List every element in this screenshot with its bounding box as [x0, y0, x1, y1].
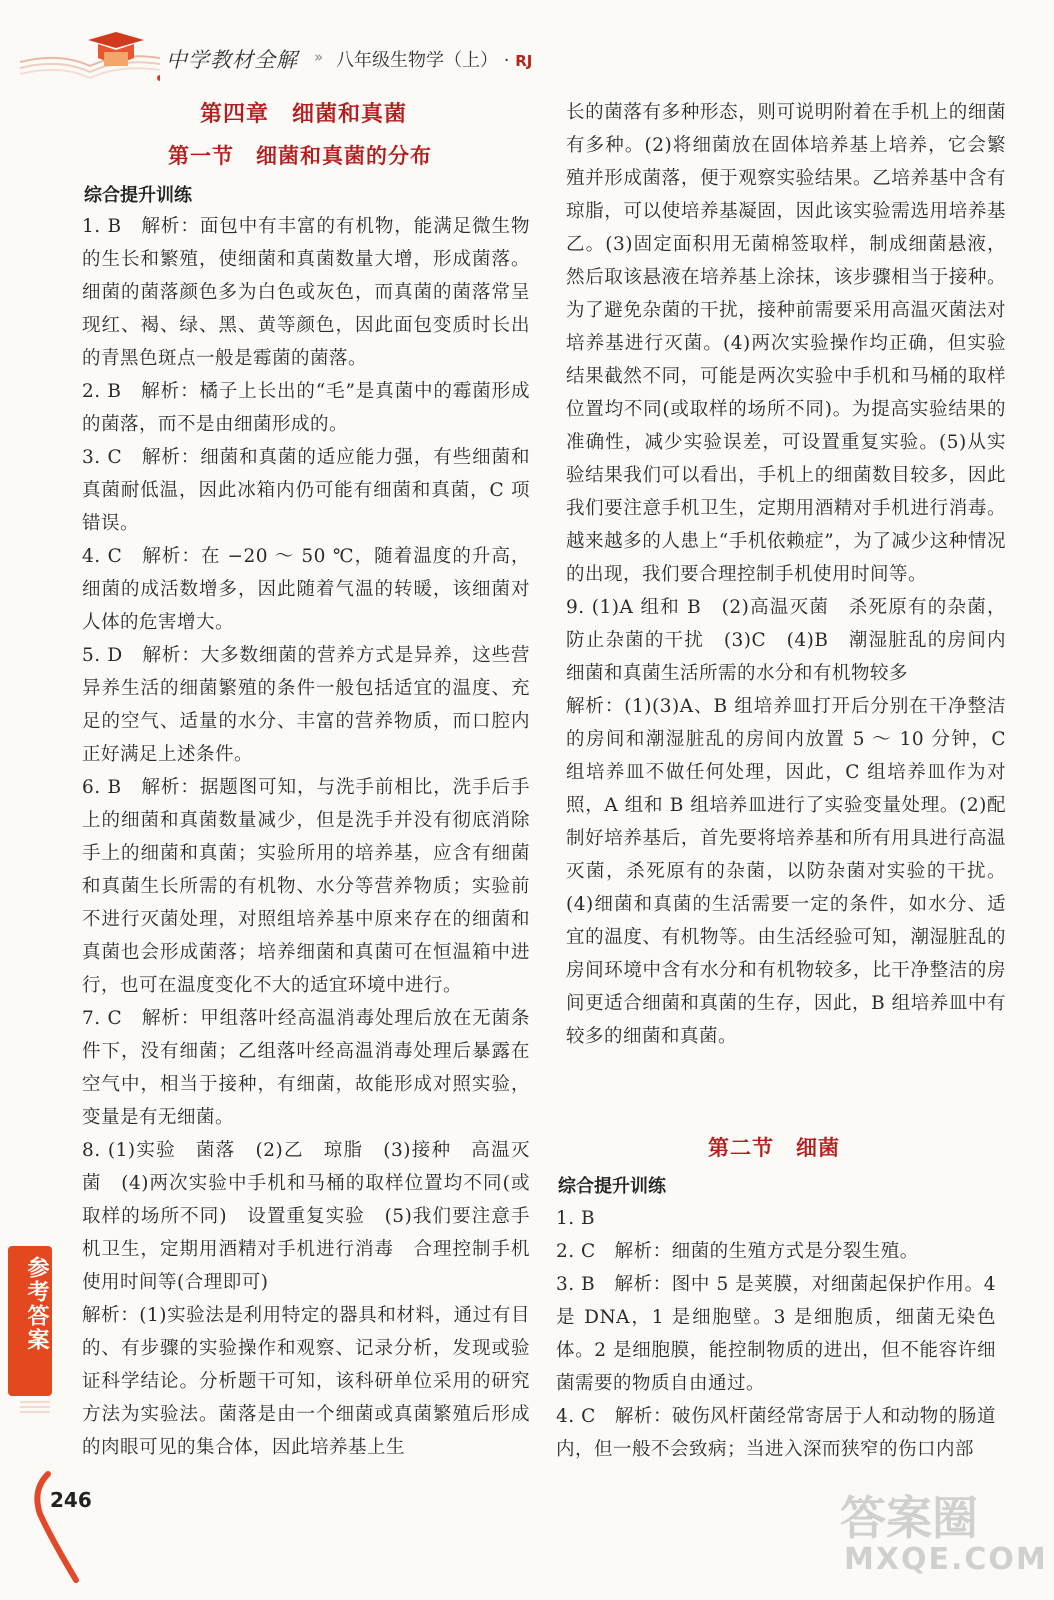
- subject-title: [336, 46, 532, 72]
- side-tab-label: 参考答案: [24, 1256, 49, 1352]
- answer-item: 3. B 解析：图中 5 是荚膜，对细菌起保护作用。4 是 DNA，1 是细胞壁。3 是细胞质，细菌无染色体。2 是细胞膜，能控制物质的进出，但不能容许细菌需要的物质自由通过。: [556, 1274, 996, 1394]
- right-column: [566, 96, 1006, 1053]
- side-tab-decoration: [20, 1398, 50, 1418]
- answer-item: 6. B 解析：据题图可知，与洗手前相比，洗手后手上的细菌和真菌数量减少，但是洗手并没有彻底消除手上的细菌和真菌；实验所用的培养基，应含有细菌和真菌生长所需的有机物、水分等营养物质；实验前不进行灭菌处理，对照组培养基中原来存在的细菌和真菌也会形成菌落；培养细菌和真菌可在恒温箱中进行，也可在温度变化不大的适宜环境中进行。: [82, 777, 530, 996]
- left-column: [82, 210, 530, 1464]
- answer-explanation: 解析：(1)实验法是利用特定的器具和材料，通过有目的、有步骤的实验操作和观察、记录分析，发现或验证科学结论。分析题干可知，该科研单位采用的研究方法为实验法。菌落是由一个细菌或真菌繁殖后形成的肉眼可见的集合体，因此培养基上生: [82, 1305, 530, 1458]
- answer-continuation: 长的菌落有多种形态，则可说明附着在手机上的细菌有多种。(2)将细菌放在固体培养基上培养，它会繁殖并形成菌落，便于观察实验结果。乙培养基中含有琼脂，可以使培养基凝固，因此该实验需选用培养基乙。(3)固定面积用无菌棉签取样，制成细菌悬液，然后取该悬液在培养基上涂抹，该步骤相当于接种。为了避免杂菌的干扰，接种前需要采用高温灭菌法对培养基进行灭菌。(4)两次实验操作均正确，但实验结果截然不同，可能是两次实验中手机和马桶的取样位置均不同(或取样的场所不同)。为提高实验结果的准确性，减少实验误差，可设置重复实验。(5)从实验结果我们可以看出，手机上的细菌数目较多，因此我们要注意手机卫生，定期用酒精对手机进行消毒。越来越多的人患上“手机依赖症”，为了减少这种情况的出现，我们要合理控制手机使用时间等。: [566, 102, 1006, 585]
- watermark-text: 答案圈: [840, 1491, 978, 1545]
- answer-item: 7. C 解析：甲组落叶经高温消毒处理后放在无菌条件下，没有细菌；乙组落叶经高温消毒处理后暴露在空气中，相当于接种，有细菌，故能形成对照实验，变量是有无细菌。: [82, 1008, 530, 1128]
- edition-label: RJ: [515, 52, 533, 70]
- book-cap-logo-icon: [20, 22, 160, 82]
- answer-item: 1. B 解析：面包中有丰富的有机物，能满足微生物的生长和繁殖，使细菌和真菌数量大增，形成菌落。细菌的菌落颜色多为白色或灰色，而真菌的菌落常呈现红、褐、绿、黑、黄等颜色，因此面包变质时长出的青黑色斑点一般是霉菌的菌落。: [82, 216, 530, 369]
- answer-item: 2. C 解析：细菌的生殖方式是分裂生殖。: [556, 1241, 919, 1262]
- section-2-column: [556, 1202, 996, 1466]
- answer-side-tab: [8, 1246, 52, 1396]
- subject-label: 八年级生物学（上）: [336, 50, 498, 71]
- header-dot: ·: [503, 50, 510, 71]
- page-number: 246: [50, 1488, 92, 1512]
- answer-item: 8. (1)实验 菌落 (2)乙 琼脂 (3)接种 高温灭菌 (4)两次实验中手机和马桶的取样位置均不同(或取样的场所不同) 设置重复实验 (5)我们要注意手机卫生，定期用酒精对手机进行消毒 合理控制手机使用时间等(合理即可): [82, 1140, 530, 1293]
- section-1-subhead: 综合提升训练: [84, 185, 192, 206]
- answer-explanation: 解析：(1)(3)A、B 组培养皿打开后分别在干净整洁的房间和潮湿脏乱的房间内放置 5 ～ 10 分钟，C 组培养皿不做任何处理，因此，C 组培养皿作为对照，A 组和 B 组培养皿进行了实验变量处理。(2)配制好培养基后，首先要将培养基和所有用具进行高温灭菌，杀死原有的杂菌，以防杂菌对实验的干扰。(4)细菌和真菌的生活需要一定的条件，如水分、适宜的温度、有机物等。由生活经验可知，潮湿脏乱的房间环境中含有水分和有机物较多，比干净整洁的房间更适合细菌和真菌的生存，因此，B 组培养皿中有较多的细菌和真菌。: [566, 696, 1006, 1047]
- answer-item: 3. C 解析：细菌和真菌的适应能力强，有些细菌和真菌耐低温，因此冰箱内仍可能有细菌和真菌，C 项错误。: [82, 447, 530, 534]
- header-arrow: »: [314, 48, 324, 66]
- answer-item: 1. B: [556, 1208, 596, 1229]
- answer-item: 4. C 解析：破伤风杆菌经常寄居于人和动物的肠道内，但一般不会致病；当进入深而狭窄的伤口内部: [556, 1406, 996, 1460]
- chapter-title: 第四章 细菌和真菌: [200, 102, 408, 127]
- answer-item: 2. B 解析：橘子上长出的“毛”是真菌中的霉菌形成的菌落，而不是由细菌形成的。: [82, 381, 530, 435]
- section-2-title: 第二节 细菌: [708, 1136, 840, 1160]
- answer-item: 9. (1)A 组和 B (2)高温灭菌 杀死原有的杂菌，防止杂菌的干扰 (3)C (4)B 潮湿脏乱的房间内细菌和真菌生活所需的水分和有机物较多: [566, 597, 1006, 684]
- series-title: 中学教材全解: [166, 48, 298, 72]
- section-1-title: 第一节 细菌和真菌的分布: [168, 144, 432, 168]
- section-2-subhead: 综合提升训练: [558, 1176, 666, 1197]
- answer-item: 4. C 解析：在 −20 ～ 50 ℃，随着温度的升高，细菌的成活数增多，因此随着气温的转暖，该细菌对人体的危害增大。: [82, 546, 530, 633]
- watermark-url: MXQE.COM: [844, 1542, 1048, 1577]
- answer-item: 5. D 解析：大多数细菌的营养方式是异养，这些营异养生活的细菌繁殖的条件一般包括适宜的温度、充足的空气、适量的水分、丰富的营养物质，而口腔内正好满足上述条件。: [82, 645, 530, 765]
- page-header: [0, 0, 1054, 86]
